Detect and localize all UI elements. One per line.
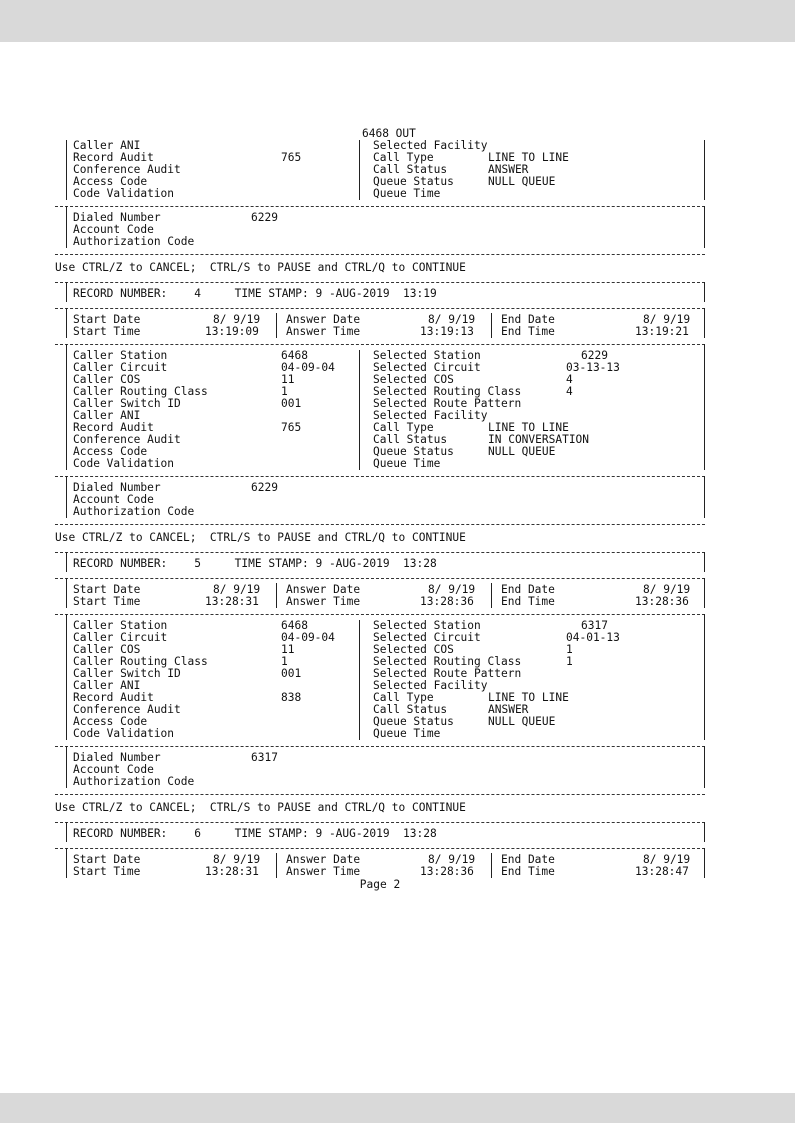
continuation-top-text: 6468 OUT (362, 127, 416, 140)
field-value: 13:28:36 (420, 865, 474, 878)
scanner-top-band (0, 0, 795, 42)
field-value: 8/ 9/19 (428, 313, 476, 326)
field-label: Caller Switch ID (73, 397, 181, 410)
control-notice: Use CTRL/Z to CANCEL; CTRL/S to PAUSE and CTRL/Q to CONTINUE (55, 261, 466, 274)
field-label: Call Status (373, 163, 448, 176)
field-label: Authorization Code (73, 235, 195, 248)
field-label: Conference Audit (73, 433, 181, 446)
field-value: IN CONVERSATION (488, 433, 590, 446)
field-value: 8/ 9/19 (213, 313, 261, 326)
dialed-row (73, 236, 704, 248)
field-label: Caller COS (73, 373, 141, 386)
record-4 (55, 282, 705, 525)
field-value: LINE TO LINE (488, 421, 569, 434)
field-value: 13:28:31 (205, 865, 259, 878)
dialed-row (73, 212, 704, 224)
continuation-caller-section (66, 140, 705, 200)
record-6 (55, 822, 705, 891)
field-label: Queue Time (373, 457, 441, 470)
field-value: 4 (566, 385, 573, 398)
field-value: 8/ 9/19 (428, 583, 476, 596)
field-label: Start Date (73, 313, 141, 326)
field-value: LINE TO LINE (488, 151, 569, 164)
date-row (73, 584, 704, 596)
control-notice: Use CTRL/Z to CANCEL; CTRL/S to PAUSE and CTRL/Q to CONTINUE (55, 531, 466, 544)
field-value: 04-09-04 (281, 631, 335, 644)
field-label: Account Code (73, 763, 154, 776)
record-header-text: RECORD NUMBER: 6 TIME STAMP: 9 -AUG-2019 13:28 (73, 827, 437, 840)
field-label: Start Time (73, 325, 141, 338)
continuation-dialed-section (66, 206, 705, 248)
field-label: Start Date (73, 583, 141, 596)
field-label: Record Audit (73, 151, 154, 164)
field-value: NULL QUEUE (488, 715, 556, 728)
record-header-row (73, 558, 704, 570)
field-label: Call Status (373, 433, 448, 446)
field-label: Call Type (373, 421, 434, 434)
dashed-divider (55, 524, 705, 525)
field-label: Record Audit (73, 691, 154, 704)
field-value: 03-13-13 (566, 361, 620, 374)
field-value: 001 (281, 667, 302, 680)
field-value: 6229 (251, 211, 278, 224)
field-value: 6468 (281, 619, 308, 632)
dashed-divider (55, 254, 705, 255)
record-5 (55, 552, 705, 795)
field-label: Authorization Code (73, 775, 195, 788)
field-value: 04-09-04 (281, 361, 335, 374)
field-value: 8/ 9/19 (213, 583, 261, 596)
field-value: 6229 (581, 349, 608, 362)
field-value: 6468 (281, 349, 308, 362)
field-label: Answer Date (286, 313, 361, 326)
field-label: Answer Time (286, 595, 361, 608)
field-label: Dialed Number (73, 481, 161, 494)
field-label: Selected COS (373, 643, 454, 656)
record-header-row (73, 288, 704, 300)
field-label: Queue Time (373, 187, 441, 200)
field-label: Queue Status (373, 175, 454, 188)
field-value: 13:28:47 (635, 865, 689, 878)
field-label: Selected COS (373, 373, 454, 386)
field-value: 6317 (251, 751, 278, 764)
field-label: Caller ANI (73, 679, 141, 692)
field-label: Selected Station (373, 619, 481, 632)
field-label: Code Validation (73, 727, 175, 740)
dialed-row (73, 752, 704, 764)
field-label: Call Status (373, 703, 448, 716)
field-label: End Date (501, 313, 555, 326)
record-caller-section (66, 614, 705, 740)
field-value: 13:19:13 (420, 325, 474, 338)
field-label: Answer Time (286, 865, 361, 878)
field-label: Call Type (373, 691, 434, 704)
field-value: 11 (281, 373, 295, 386)
date-row (73, 314, 704, 326)
field-label: Conference Audit (73, 163, 181, 176)
field-label: Queue Status (373, 445, 454, 458)
field-value: 13:28:31 (205, 595, 259, 608)
field-label: End Time (501, 865, 555, 878)
field-value: 04-01-13 (566, 631, 620, 644)
column-divider (491, 595, 492, 608)
detail-row (73, 728, 704, 740)
field-label: Start Time (73, 595, 141, 608)
field-label: Authorization Code (73, 505, 195, 518)
field-label: Selected Routing Class (373, 385, 522, 398)
field-value: NULL QUEUE (488, 175, 556, 188)
detail-row (73, 458, 704, 470)
record-header-text: RECORD NUMBER: 5 TIME STAMP: 9 -AUG-2019 13:28 (73, 557, 437, 570)
field-value: 1 (566, 643, 573, 656)
record-header-row (73, 828, 704, 840)
field-value: 8/ 9/19 (643, 853, 691, 866)
time-row (73, 326, 704, 338)
field-value: 4 (566, 373, 573, 386)
field-label: End Time (501, 595, 555, 608)
field-label: Caller COS (73, 643, 141, 656)
field-label: Caller Circuit (73, 361, 168, 374)
field-label: Selected Route Pattern (373, 397, 522, 410)
field-value: ANSWER (488, 703, 529, 716)
field-label: Caller ANI (73, 139, 141, 152)
record-dialed-section (66, 476, 705, 518)
field-label: Selected Circuit (373, 361, 481, 374)
field-value: 13:19:21 (635, 325, 689, 338)
field-label: Queue Time (373, 727, 441, 740)
field-label: Selected Facility (373, 139, 488, 152)
record-header (66, 552, 705, 572)
field-value: LINE TO LINE (488, 691, 569, 704)
column-divider (276, 865, 277, 878)
scanner-bottom-band (0, 1093, 795, 1123)
field-label: End Date (501, 853, 555, 866)
record-header (66, 282, 705, 302)
column-divider (276, 325, 277, 338)
field-label: Answer Date (286, 583, 361, 596)
field-label: Dialed Number (73, 751, 161, 764)
field-value: 765 (281, 421, 302, 434)
record-times (66, 308, 705, 338)
dialed-row (73, 506, 704, 518)
field-value: 838 (281, 691, 302, 704)
field-value: 6317 (581, 619, 608, 632)
field-label: Account Code (73, 223, 154, 236)
field-value: 8/ 9/19 (643, 583, 691, 596)
field-label: Selected Facility (373, 679, 488, 692)
field-label: Caller Circuit (73, 631, 168, 644)
field-label: Caller Routing Class (73, 655, 208, 668)
field-label: Start Date (73, 853, 141, 866)
field-label: Caller Station (73, 619, 168, 632)
field-label: Code Validation (73, 457, 175, 470)
dashed-divider (55, 794, 705, 795)
field-label: Selected Station (373, 349, 481, 362)
time-row (73, 866, 704, 878)
field-value: 6229 (251, 481, 278, 494)
field-value: 001 (281, 397, 302, 410)
field-label: Code Validation (73, 187, 175, 200)
field-value: 1 (281, 655, 288, 668)
field-label: End Date (501, 583, 555, 596)
field-label: Access Code (73, 445, 148, 458)
field-label: Call Type (373, 151, 434, 164)
field-label: Record Audit (73, 421, 154, 434)
record-times (66, 578, 705, 608)
field-label: Dialed Number (73, 211, 161, 224)
field-value: 765 (281, 151, 302, 164)
field-label: Selected Facility (373, 409, 488, 422)
cont-row-5 (73, 188, 704, 200)
field-value: 8/ 9/19 (643, 313, 691, 326)
column-divider (276, 595, 277, 608)
field-label: Caller Switch ID (73, 667, 181, 680)
continuation-block (55, 128, 705, 255)
field-value: 8/ 9/19 (428, 853, 476, 866)
record-header-text: RECORD NUMBER: 4 TIME STAMP: 9 -AUG-2019 13:19 (73, 287, 437, 300)
field-value: 8/ 9/19 (213, 853, 261, 866)
field-label: Queue Status (373, 715, 454, 728)
field-label: Answer Time (286, 325, 361, 338)
page-footer-row (55, 879, 705, 891)
record-times (66, 848, 705, 878)
field-label: Answer Date (286, 853, 361, 866)
field-value: 13:28:36 (420, 595, 474, 608)
field-value: 13:19:09 (205, 325, 259, 338)
field-label: End Time (501, 325, 555, 338)
field-label: Start Time (73, 865, 141, 878)
report-page (55, 128, 705, 891)
field-label: Account Code (73, 493, 154, 506)
field-label: Selected Circuit (373, 631, 481, 644)
field-value: NULL QUEUE (488, 445, 556, 458)
field-value: ANSWER (488, 163, 529, 176)
field-label: Access Code (73, 715, 148, 728)
field-label: Caller Station (73, 349, 168, 362)
field-label: Caller Routing Class (73, 385, 208, 398)
column-divider (491, 325, 492, 338)
record-caller-section (66, 344, 705, 470)
field-value: 11 (281, 643, 295, 656)
field-value: 13:28:36 (635, 595, 689, 608)
control-notice: Use CTRL/Z to CANCEL; CTRL/S to PAUSE and CTRL/Q to CONTINUE (55, 801, 466, 814)
time-row (73, 596, 704, 608)
dialed-row (73, 482, 704, 494)
field-label: Caller ANI (73, 409, 141, 422)
page-number: Page 2 (359, 878, 401, 891)
field-label: Conference Audit (73, 703, 181, 716)
record-dialed-section (66, 746, 705, 788)
field-label: Selected Route Pattern (373, 667, 522, 680)
record-header (66, 822, 705, 842)
dialed-row (73, 776, 704, 788)
column-divider (491, 865, 492, 878)
field-label: Selected Routing Class (373, 655, 522, 668)
field-value: 1 (566, 655, 573, 668)
field-value: 1 (281, 385, 288, 398)
field-label: Access Code (73, 175, 148, 188)
date-row (73, 854, 704, 866)
